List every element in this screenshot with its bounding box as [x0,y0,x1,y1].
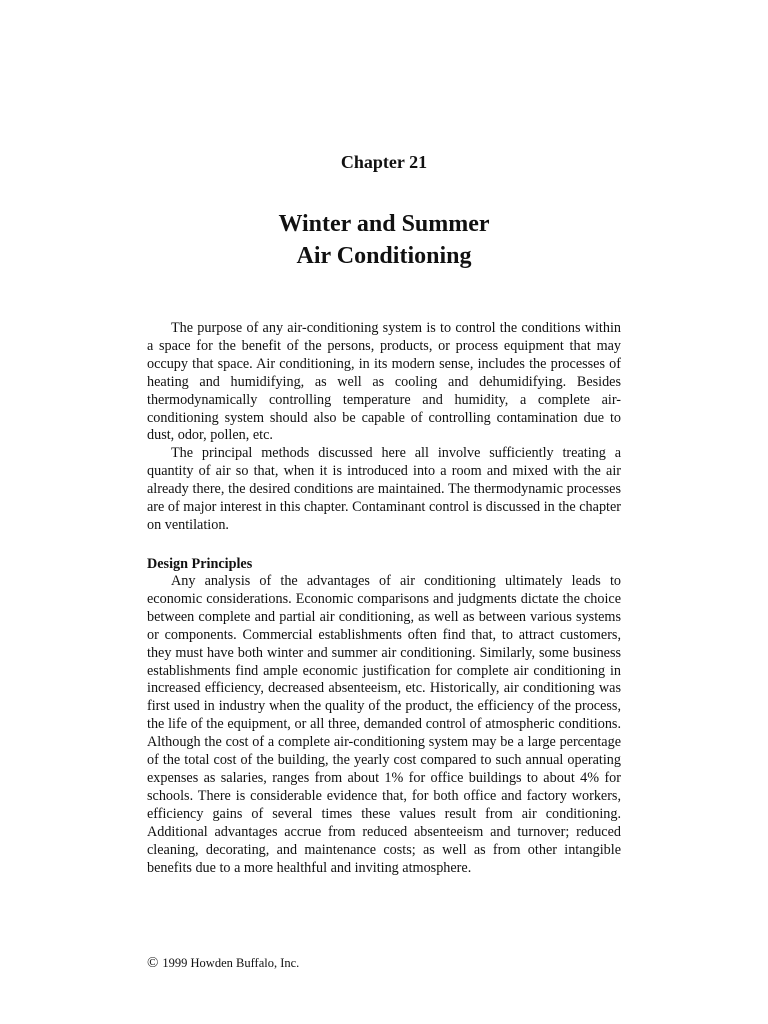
copyright-footer [147,956,299,971]
design-principles-paragraph: Any analysis of the advantages of air conditioning ultimately leads to economic considerations. Economic comparisons and judgments dictate the choice between complete and partial air conditioning, as well as between various systems or components. Commercial establishments often find that, to attract customers, they must have both winter and summer air conditioning. Similarly, some business establishments find ample economic justification for complete air conditioning in increased efficiency, decreased absenteeism, etc. Historically, air conditioning was first used in industry when the quality of the product, the efficiency of the process, the life of the equipment, or all three, demanded control of atmospheric conditions. Although the cost of a complete air-conditioning system may be a large percentage of the total cost of the building, the yearly cost compared to such annual operating expenses as salaries, ranges from about 1% for office buildings to about 4% for schools. There is considerable evidence that, for both office and factory workers, efficiency gains of several times these values result from air conditioning. Additional advantages accrue from reduced absenteeism and turnover; reduced cleaning, decorating, and maintenance costs; as well as from other intangible benefits due to a more healthful and inviting atmosphere. [147,573,621,876]
intro-paragraph-2: The principal methods discussed here all involve sufficiently treating a quantity of air so that, when it is introduced into a room and mixed with the air already there, the desired conditions are maintained. The thermodynamic processes are of major interest in this chapter. Contaminant control is discussed in the chapter on ventilation. [147,445,621,533]
chapter-label: Chapter 21 [340,152,428,172]
chapter-title [0,208,768,272]
copyright-text: 1999 Howden Buffalo, Inc. [162,956,300,970]
design-principles-section [147,555,621,877]
copyright-icon: © [147,955,159,971]
chapter-title-line-2: Air Conditioning [296,243,472,269]
intro-section [147,320,621,535]
section-heading: Design Principles [147,556,253,572]
chapter-title-line-1: Winter and Summer [278,211,490,237]
intro-paragraph-1: The purpose of any air-conditioning system is to control the conditions within a space for the benefit of the persons, products, or process equipment that may occupy that space. Air conditioning, in its modern sense, includes the processes of heating and humidifying, as well as cooling and dehumidifying. Besides thermodynamically controlling temperature and humidity, a complete air-conditioning system should also be capable of controlling contamination due to dust, odor, pollen, etc. [147,320,621,444]
